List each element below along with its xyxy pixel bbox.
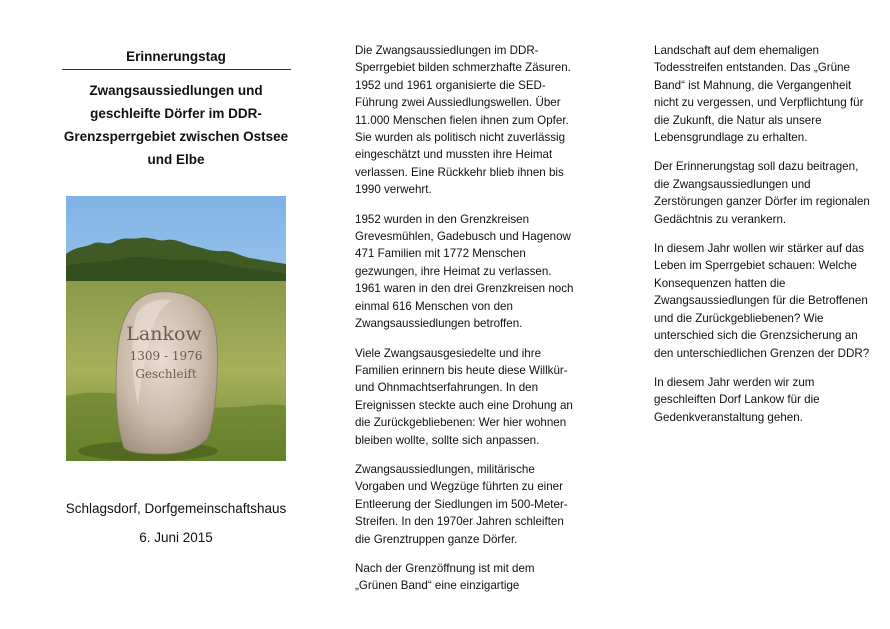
inscription-word: Geschleift bbox=[135, 367, 197, 381]
eyebrow-heading: Erinnerungstag bbox=[126, 49, 226, 64]
middle-text bbox=[355, 42, 580, 607]
paragraph: Zwangsaussiedlungen, militärische Vorgaben und Wegzüge führten zu einer Entleerung der Siedlungen im 500-Meter-Streifen. In den 1970er Jahren schleiften die Grenztruppen ganze Dörfer. bbox=[355, 462, 568, 546]
paragraph: In diesem Jahr wollen wir stärker auf das Leben im Sperrgebiet schauen: Welche Konsequenzen hatten die Zwangsaussiedlungen für die Betroffenen und die Zurückgebliebenen? Wie unterschied sich die Grenzsicherung an den unterschiedlichen Grenzen der DDR? bbox=[654, 242, 870, 360]
memorial-stone-photo bbox=[66, 196, 286, 461]
divider bbox=[62, 69, 291, 70]
stone-inscription bbox=[126, 323, 202, 381]
paragraph: Der Erinnerungstag soll dazu beitragen, die Zwangsaussiedlungen und Zerstörungen ganzer Dörfer im regionalen Gedächtnis zu verankern. bbox=[654, 160, 870, 226]
document-title: Zwangsaussiedlungen und geschleifte Dörfer im DDR-Grenzsperrgebiet zwischen Ostsee und Elbe bbox=[63, 83, 289, 167]
paragraph: Die Zwangsaussiedlungen im DDR-Sperrgebiet bilden schmerzhafte Zäsuren. 1952 und 1961 organisierte die SED-Führung zwei Aussiedlungswellen. Über 11.000 Menschen fielen ihnen zum Opfer. Sie wurden als politisch nicht zuverlässig eingeschätzt und mussten ihre Heimat verlassen. Eine Rückkehr blieb ihnen bis 1990 verwehrt. bbox=[355, 44, 571, 197]
paragraph: Landschaft auf dem ehemaligen Todesstreifen entstanden. Das „Grüne Band“ ist Mahnung, die Vergangenheit nicht zu vergessen, und Verpflichtung für die Zukunft, die Natur als unsere Lebensgrundlage zu erhalten. bbox=[654, 44, 864, 145]
event-place: Schlagsdorf, Dorfgemeinschaftshaus bbox=[65, 501, 287, 516]
inscription-name: Lankow bbox=[126, 323, 202, 345]
paragraph: In diesem Jahr werden wir zum geschleiften Dorf Lankow für die Gedenkveranstaltung gehen. bbox=[654, 375, 820, 424]
paragraph: Viele Zwangsausgesiedelte und ihre Familien erinnern bis heute diese Willkür- und Ohnmachtserfahrungen. In den Ereignissen steckte auch eine Drohung an die Zurückgebliebenen: Wer hier wohnen bleiben wollte, sollte sich anpassen. bbox=[355, 346, 573, 447]
paragraph: Nach der Grenzöffnung ist mit dem „Grünen Band“ eine einzigartige bbox=[355, 561, 535, 593]
right-text bbox=[654, 42, 874, 438]
inscription-years: 1309 - 1976 bbox=[129, 349, 203, 363]
event-date: 6. Juni 2015 bbox=[139, 530, 213, 545]
paragraph: 1952 wurden in den Grenzkreisen Grevesmühlen, Gadebusch und Hagenow 471 Familien mit 1772 Menschen gezwungen, ihre Heimat zu verlassen. 1961 waren in den drei Grenzkreisen noch einmal 616 Menschen von den Zwangsaussiedlungen betroffen. bbox=[355, 212, 574, 331]
